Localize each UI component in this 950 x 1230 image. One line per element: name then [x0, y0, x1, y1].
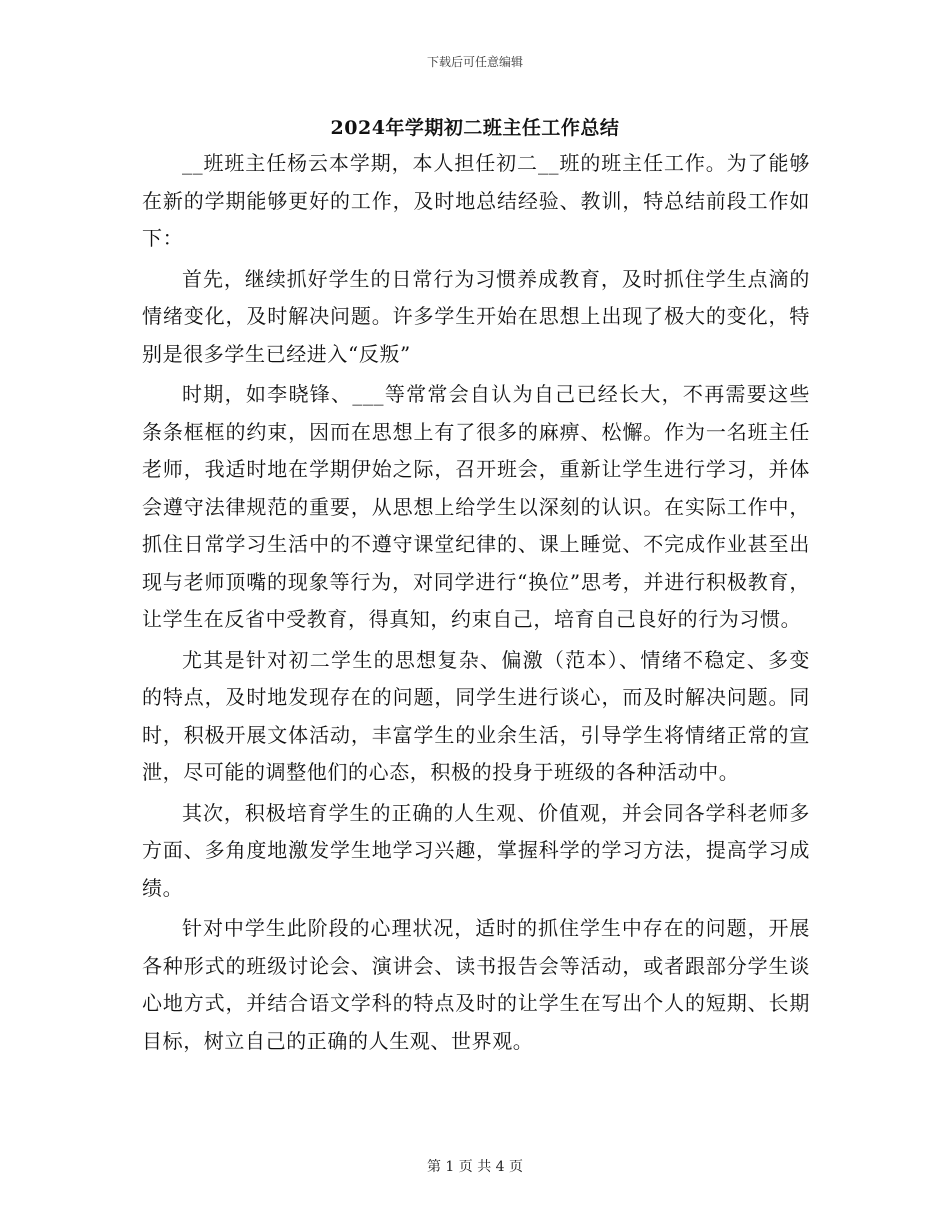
document-body — [142, 145, 810, 1063]
paragraph-4: 尤其是针对初二学生的思想复杂、偏激（范本）、情绪不稳定、多变的特点，及时地发现存在的问题，同学生进行谈心，而及时解决问题。同时，积极开展文体活动，丰富学生的业余生活，引导学生将情绪正常的宣泄，尽可能的调整他们的心态，积极的投身于班级的各种活动中。 — [142, 647, 810, 784]
page-number: 第 1 页 共 4 页 — [426, 1159, 524, 1175]
document-title: 2024年学期初二班主任工作总结 — [330, 117, 620, 139]
paragraph-2: 首先，继续抓好学生的日常行为习惯养成教育，及时抓住学生点滴的情绪变化，及时解决问题。许多学生开始在思想上出现了极大的变化，特别是很多学生已经进入“反叛” — [142, 266, 810, 366]
paragraph-5: 其次，积极培育学生的正确的人生观、价值观，并会同各学科老师多方面、多角度地激发学生地学习兴趣，掌握科学的学习方法，提高学习成绩。 — [142, 800, 810, 900]
paragraph-6: 针对中学生此阶段的心理状况，适时的抓住学生中存在的问题，开展各种形式的班级讨论会、演讲会、读书报告会等活动，或者跟部分学生谈心地方式，并结合语文学科的特点及时的让学生在写出个人的短期、长期目标，树立自己的正确的人生观、世界观。 — [142, 916, 810, 1053]
paragraph-1: __班班主任杨云本学期，本人担任初二__班的班主任工作。为了能够在新的学期能够更好的工作，及时地总结经验、教训，特总结前段工作如下： — [142, 151, 810, 250]
paragraph-3: 时期，如李晓锋、___等常常会自认为自己已经长大，不再需要这些条条框框的约束，因而在思想上有了很多的麻痹、松懈。作为一名班主任老师，我适时地在学期伊始之际，召开班会，重新让学生进行学习，并体会遵守法律规范的重要，从思想上给学生以深刻的认识。在实际工作中，抓住日常学习生活中的不遵守课堂纪律的、课上睡觉、不完成作业甚至出现与老师顶嘴的现象等行为，对同学进行“换位”思考，并进行积极教育，让学生在反省中受教育，得真知，约束自己，培育自己良好的行为习惯。 — [142, 382, 810, 631]
header-note: 下载后可任意编辑 — [426, 55, 523, 69]
